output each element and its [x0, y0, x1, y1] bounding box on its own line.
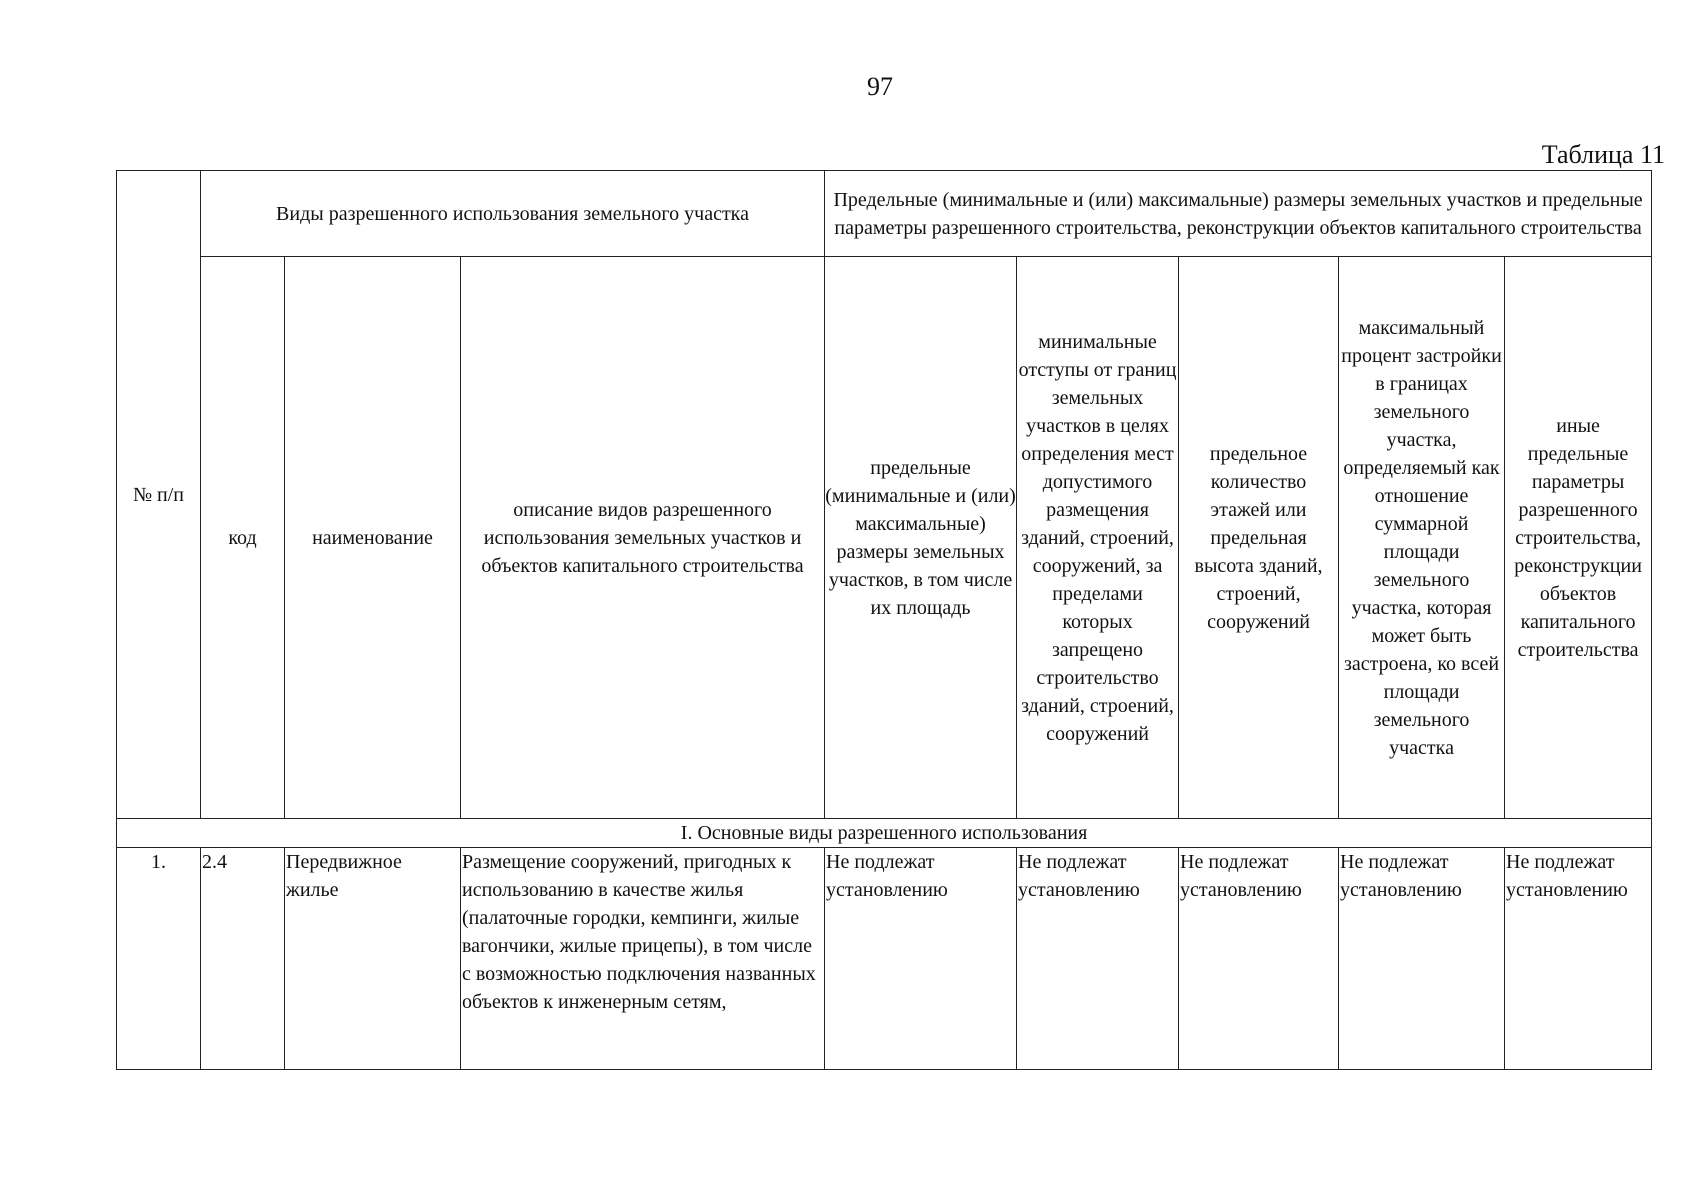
row-other: Не подлежат установлению	[1505, 848, 1652, 1070]
row-code: 2.4	[201, 848, 285, 1070]
table-row	[117, 848, 1652, 1070]
section-title: I. Основные виды разрешенного использования	[117, 819, 1652, 848]
header-coverage: максимальный процент застройки в границах земельного участка, определяемый как отношение суммарной площади земельного участка, которая может быть застроена, ко всей площади земельного участка	[1339, 257, 1505, 819]
header-size: предельные (минимальные и (или) максимальные) размеры земельных участков, в том числе их площадь	[825, 257, 1017, 819]
header-name: наименование	[285, 257, 461, 819]
header-other: иные предельные параметры разрешенного строительства, реконструкции объектов капитального строительства	[1505, 257, 1652, 819]
page-number: 97	[867, 72, 893, 101]
row-description: Размещение сооружений, пригодных к использованию в качестве жилья (палаточные городки, кемпинги, жилые вагончики, жилые прицепы), в том числе с возможностью подключения названных объектов к инженерным сетям,	[461, 848, 825, 1070]
row-name: Передвижное жилье	[285, 848, 461, 1070]
row-size: Не подлежат установлению	[825, 848, 1017, 1070]
row-coverage: Не подлежат установлению	[1339, 848, 1505, 1070]
header-group-land-use: Виды разрешенного использования земельного участка	[201, 171, 825, 257]
row-num: 1.	[117, 848, 201, 1070]
row-floors: Не подлежат установлению	[1179, 848, 1339, 1070]
header-description: описание видов разрешенного использования земельных участков и объектов капитального строительства	[461, 257, 825, 819]
land-use-table	[116, 170, 1652, 1070]
header-code: код	[201, 257, 285, 819]
table-caption: Таблица 11	[1541, 140, 1665, 169]
header-setbacks: минимальные отступы от границ земельных участков в целях определения мест допустимого размещения зданий, строений, сооружений, за пределами которых запрещено строительство зданий, строений, сооружений	[1017, 257, 1179, 819]
row-setbacks: Не подлежат установлению	[1017, 848, 1179, 1070]
header-num: № п/п	[117, 171, 201, 819]
header-floors: предельное количество этажей или предельная высота зданий, строений, сооружений	[1179, 257, 1339, 819]
header-group-limits: Предельные (минимальные и (или) максимальные) размеры земельных участков и предельные параметры разрешенного строительства, реконструкции объектов капитального строительства	[825, 171, 1652, 257]
